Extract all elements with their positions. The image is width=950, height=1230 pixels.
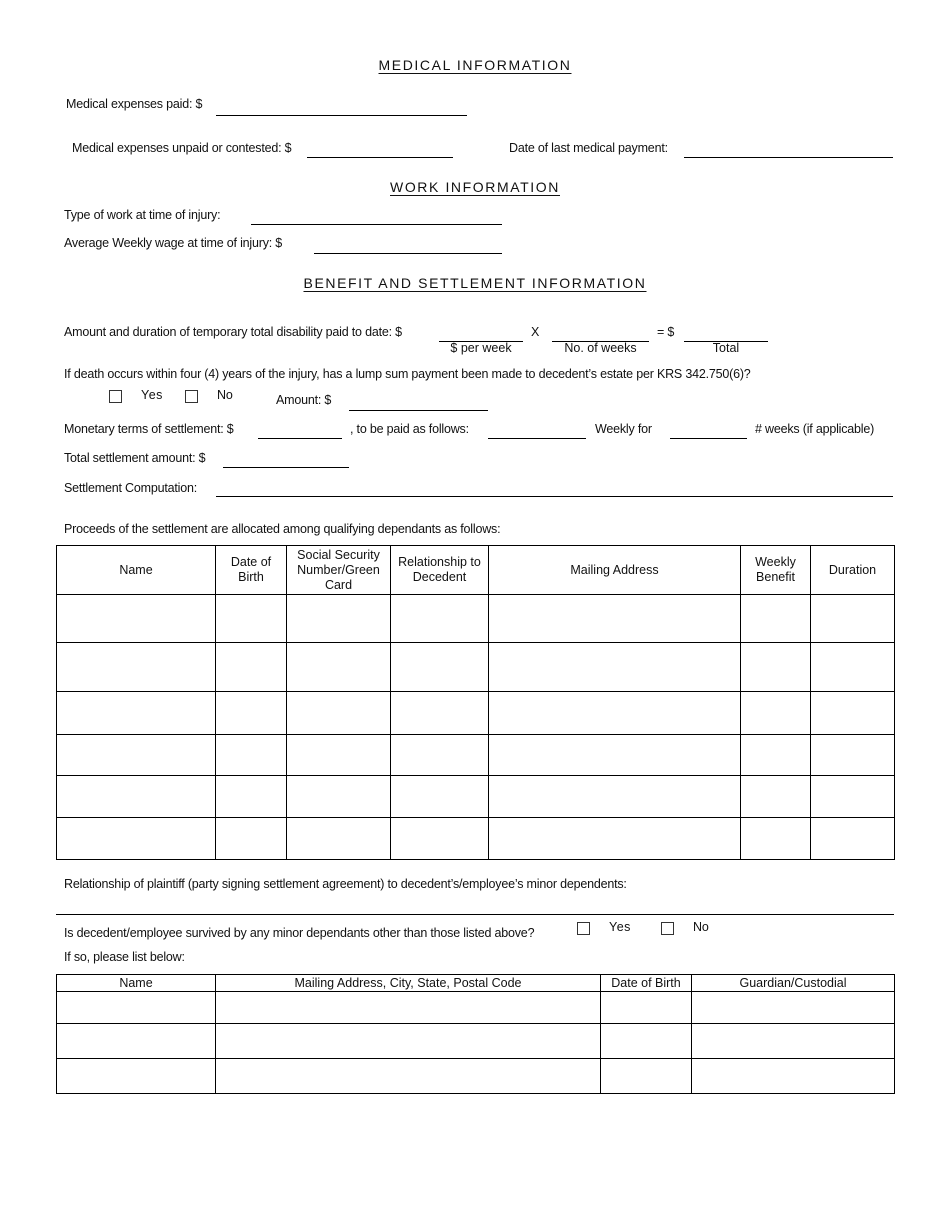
table-row — [57, 1059, 895, 1094]
table-cell[interactable] — [287, 595, 391, 643]
table-cell[interactable] — [287, 692, 391, 735]
minor-name-header: Name — [57, 975, 216, 992]
table-cell[interactable] — [811, 595, 895, 643]
per-week-caption: $ per week — [450, 341, 512, 355]
table-cell[interactable] — [57, 643, 216, 692]
table-row — [57, 818, 895, 860]
minor-guardian-header: Guardian/Custodial — [692, 975, 895, 992]
medical-heading: MEDICAL INFORMATION — [378, 57, 572, 73]
total-caption: Total — [712, 341, 740, 355]
medical-unpaid-field[interactable] — [307, 157, 453, 158]
weekly-for-label: Weekly for — [595, 422, 652, 436]
table-cell[interactable] — [57, 818, 216, 860]
table-cell[interactable] — [57, 735, 216, 776]
table-cell[interactable] — [489, 818, 741, 860]
work-type-field[interactable] — [251, 224, 502, 225]
total-settlement-field[interactable] — [223, 467, 349, 468]
survived-yes-checkbox[interactable] — [577, 922, 590, 935]
table-cell[interactable] — [57, 992, 216, 1024]
medical-unpaid-label: Medical expenses unpaid or contested: $ — [72, 141, 292, 155]
table-cell[interactable] — [391, 595, 489, 643]
table-row — [57, 735, 895, 776]
death-no-label: No — [217, 388, 233, 402]
col-ssn-header: Social Security Number/Green Card — [287, 546, 391, 595]
col-name-header: Name — [57, 546, 216, 595]
relationship-label: Relationship of plaintiff (party signing settlement agreement) to decedent’s/employee’s minor dependents: — [64, 877, 627, 891]
medical-paid-field[interactable] — [216, 115, 467, 116]
table-cell[interactable] — [811, 735, 895, 776]
table-row — [57, 1024, 895, 1059]
table-cell[interactable] — [489, 735, 741, 776]
minor-address-header: Mailing Address, City, State, Postal Code — [216, 975, 601, 992]
table-cell[interactable] — [287, 818, 391, 860]
work-heading: WORK INFORMATION — [390, 179, 560, 195]
table-cell[interactable] — [57, 595, 216, 643]
table-cell[interactable] — [216, 692, 287, 735]
table-cell[interactable] — [692, 1059, 895, 1094]
table-cell[interactable] — [811, 692, 895, 735]
death-yes-checkbox[interactable] — [109, 390, 122, 403]
table-cell[interactable] — [601, 992, 692, 1024]
total-settlement-label: Total settlement amount: $ — [64, 451, 206, 465]
relationship-field[interactable] — [56, 914, 894, 915]
work-type-label: Type of work at time of injury: — [64, 208, 221, 222]
monetary-terms-label: Monetary terms of settlement: $ — [64, 422, 234, 436]
table-cell[interactable] — [692, 992, 895, 1024]
table-row — [57, 692, 895, 735]
weekly-wage-label: Average Weekly wage at time of injury: $ — [64, 236, 283, 250]
last-payment-field[interactable] — [684, 157, 893, 158]
table-cell[interactable] — [216, 1059, 601, 1094]
survived-yes-label: Yes — [609, 920, 631, 934]
table-cell[interactable] — [601, 1059, 692, 1094]
table-cell[interactable] — [216, 992, 601, 1024]
no-weeks-caption: No. of weeks — [564, 341, 637, 355]
table-cell[interactable] — [57, 692, 216, 735]
table-cell[interactable] — [216, 776, 287, 818]
table-cell[interactable] — [741, 735, 811, 776]
col-weekly-benefit-header: Weekly Benefit — [741, 546, 811, 595]
death-no-checkbox[interactable] — [185, 390, 198, 403]
table-row — [57, 643, 895, 692]
multiply-sign: X — [531, 325, 540, 339]
weekly-wage-field[interactable] — [314, 253, 502, 254]
table-cell[interactable] — [57, 1024, 216, 1059]
weeks-count-field[interactable] — [670, 438, 747, 439]
table-cell[interactable] — [811, 776, 895, 818]
table-cell[interactable] — [391, 776, 489, 818]
minors-header-row — [57, 975, 895, 992]
benefit-heading: BENEFIT AND SETTLEMENT INFORMATION — [303, 275, 647, 291]
table-cell[interactable] — [391, 692, 489, 735]
table-cell[interactable] — [489, 776, 741, 818]
proceeds-label: Proceeds of the settlement are allocated among qualifying dependants as follows: — [64, 522, 501, 536]
if-so-label: If so, please list below: — [64, 950, 185, 964]
table-cell[interactable] — [601, 1024, 692, 1059]
table-row — [57, 776, 895, 818]
table-cell[interactable] — [391, 735, 489, 776]
table-cell[interactable] — [741, 776, 811, 818]
survived-question: Is decedent/employee survived by any minor dependants other than those listed above? — [64, 926, 535, 940]
table-cell[interactable] — [287, 776, 391, 818]
medical-paid-label: Medical expenses paid: $ — [66, 97, 203, 111]
computation-label: Settlement Computation: — [64, 481, 197, 495]
computation-field[interactable] — [216, 496, 893, 497]
survived-no-label: No — [693, 920, 709, 934]
last-payment-label: Date of last medical payment: — [509, 141, 668, 155]
monetary-terms-field[interactable] — [258, 438, 342, 439]
table-cell[interactable] — [811, 643, 895, 692]
table-cell[interactable] — [811, 818, 895, 860]
table-cell[interactable] — [741, 818, 811, 860]
table-cell[interactable] — [692, 1024, 895, 1059]
table-cell[interactable] — [741, 595, 811, 643]
table-cell[interactable] — [216, 818, 287, 860]
table-cell[interactable] — [216, 1024, 601, 1059]
table-cell[interactable] — [57, 776, 216, 818]
dependants-table — [56, 545, 895, 860]
paid-as-follows-field[interactable] — [488, 438, 586, 439]
minor-dob-header: Date of Birth — [601, 975, 692, 992]
equals-sign: = $ — [657, 325, 675, 339]
col-duration-header: Duration — [811, 546, 895, 595]
col-address-header: Mailing Address — [489, 546, 741, 595]
table-row — [57, 992, 895, 1024]
col-dob-header: Date of Birth — [216, 546, 287, 595]
table-row — [57, 595, 895, 643]
paid-as-follows-label: , to be paid as follows: — [350, 422, 469, 436]
table-cell[interactable] — [741, 692, 811, 735]
amount-field[interactable] — [349, 410, 488, 411]
table-cell[interactable] — [391, 818, 489, 860]
table-cell[interactable] — [216, 643, 287, 692]
table-cell[interactable] — [489, 692, 741, 735]
minors-table — [56, 974, 895, 1094]
table-cell[interactable] — [216, 735, 287, 776]
table-cell[interactable] — [287, 735, 391, 776]
survived-no-checkbox[interactable] — [661, 922, 674, 935]
table-cell[interactable] — [216, 595, 287, 643]
col-relationship-header: Relationship to Decedent — [391, 546, 489, 595]
amount-label: Amount: $ — [276, 393, 332, 407]
table-cell[interactable] — [391, 643, 489, 692]
death-question: If death occurs within four (4) years of the injury, has a lump sum payment been made to decedent’s estate per KRS 342.750(6)? — [64, 367, 751, 381]
table-cell[interactable] — [57, 1059, 216, 1094]
death-yes-label: Yes — [141, 388, 163, 402]
table-cell[interactable] — [741, 643, 811, 692]
ttd-label: Amount and duration of temporary total disability paid to date: $ — [64, 325, 402, 339]
table-cell[interactable] — [287, 643, 391, 692]
dependants-header-row — [57, 546, 895, 595]
table-cell[interactable] — [489, 643, 741, 692]
weeks-if-applicable-label: # weeks (if applicable) — [755, 422, 875, 436]
table-cell[interactable] — [489, 595, 741, 643]
